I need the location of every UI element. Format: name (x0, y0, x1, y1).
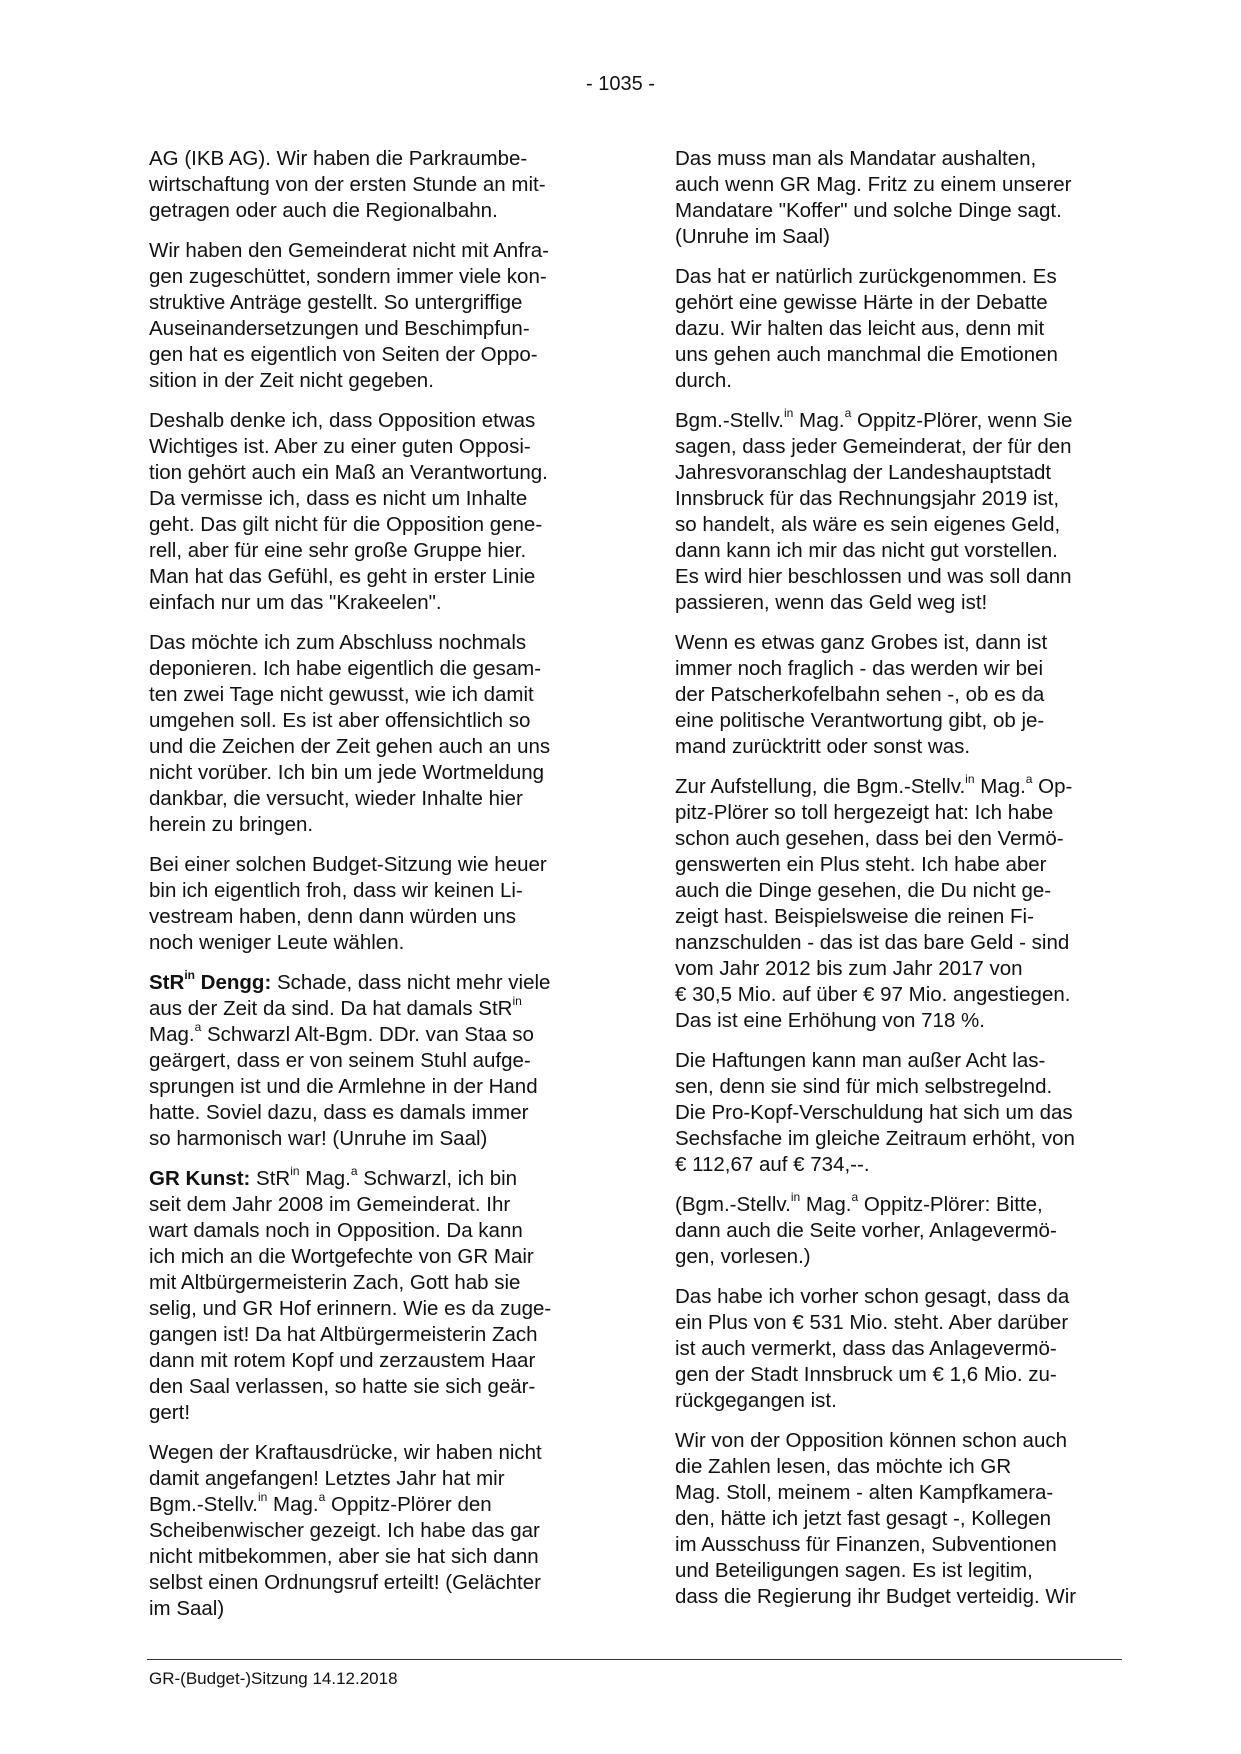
footer-session-label: GR-(Budget-)Sitzung 14.12.2018 (149, 1669, 398, 1688)
paragraph: Zur Aufstellung, die Bgm.-Stellv.$^{in}$ Mag.$^a$ Op- pitz-Plörer so toll hergezeigt hat: Ich habe schon auch gesehen, dass bei den Vermö- genswerten ein Plus steht. Ich habe aber auch die Dinge gesehen, die Du nicht ge- zeigt hast. Beispielsweise die reinen Fi- nanzschulden - das ist das bare Geld - sind vom Jahr 2012 bis zum Jahr 2017 von € 30,5 Mio. auf über € 97 Mio. angestiegen. Das ist eine Erhöhung von 718 %. (675, 772, 1073, 1032)
paragraph: Bgm.-Stellv.$^{in}$ Mag.$^a$ Oppitz-Plörer, wenn Sie sagen, dass jeder Gemeinderat, der für den Jahresvoranschlag der Landeshauptstadt Innsbruck für das Rechnungsjahr 2019 ist, so handelt, als wäre es sein eigenes Geld, dann kann ich mir das nicht gut vorstellen. Es wird hier beschlossen und was soll dann passieren, wenn das Geld weg ist! (675, 406, 1073, 614)
paragraph (675, 1284, 1120, 1414)
paragraph-text: Bei einer solchen Budget-Sitzung wie heuer bin ich eigentlich froh, dass wir keinen Li- vestream haben, denn dann würden uns noch weniger Leute wählen. (149, 853, 547, 954)
paragraph (675, 146, 1120, 250)
paragraph (675, 1428, 1120, 1610)
paragraph (149, 238, 594, 394)
paragraph (149, 408, 594, 616)
paragraph-text: Die Haftungen kann man außer Acht las- sen, denn sie sind für mich selbstregelnd. Die Pro-Kopf-Verschuldung hat sich um das Sechsfache im gleiche Zeitraum erhöht, von € 112,67 auf € 734,--. (675, 1049, 1075, 1176)
paragraph-text: Das muss man als Mandatar aushalten, auch wenn GR Mag. Fritz zu einem unserer Mandatare "Koffer" und solche Dinge sagt. (Unruhe im Saal) (675, 147, 1072, 248)
speech-kunst: GR Kunst: StR$^{in}$ Mag.$^a$ Schwarzl, ich bin seit dem Jahr 2008 im Gemeinderat. Ihr wart damals noch in Opposition. Da kann ich mich an die Wortgefechte von GR Mair mit Altbürgermeisterin Zach, Gott hab sie selig, und GR Hof erinnern. Wie es da zuge- gangen ist! Da hat Altbürgermeisterin Zach dann mit rotem Kopf und zerzaustem Haar den Saal verlassen, so hatte sie sich geär- gert! (149, 1164, 552, 1424)
right-column (675, 146, 1120, 1624)
paragraph-text: Wenn es etwas ganz Grobes ist, dann ist immer noch fraglich - das werden wir bei der Patscherkofelbahn sehen -, ob es da eine politische Verantwortung gibt, ob je- mand zurücktritt oder sonst was. (675, 631, 1048, 758)
speech-dengg: StR$^{in}$ Dengg: Schade, dass nicht mehr viele aus der Zeit da sind. Da hat damals StR$^{in}$ Mag.$^a$ Schwarzl Alt-Bgm. DDr. van Staa so geärgert, dass er von seinem Stuhl aufge- sprungen ist und die Armlehne in der Hand hatte. Soviel dazu, dass es damals immer so harmonisch war! (Unruhe im Saal) (149, 968, 551, 1150)
paragraph-text: AG (IKB AG). Wir haben die Parkraumbe- wirtschaftung von der ersten Stunde an mit- getragen oder auch die Regionalbahn. (149, 147, 546, 222)
paragraph (149, 852, 594, 956)
footer-divider (147, 1659, 1122, 1660)
interjection: (Bgm.-Stellv.$^{in}$ Mag.$^a$ Oppitz-Plörer: Bitte, dann auch die Seite vorher, Anlagevermö- gen, vorlesen.) (675, 1190, 1057, 1268)
paragraph-text: Das möchte ich zum Abschluss nochmals deponieren. Ich habe eigentlich die gesam- ten zwei Tage nicht gewusst, wie ich damit umgehen soll. Es ist aber offensichtlich so und die Zeichen der Zeit gehen auch an uns nicht vorüber. Ich bin um jede Wortmeldung dankbar, die versucht, wieder Inhalte hier herein zu bringen. (149, 631, 551, 836)
speaker-label: GR Kunst: (149, 1167, 251, 1190)
paragraph (149, 630, 594, 838)
paragraph-text: Das habe ich vorher schon gesagt, dass da ein Plus von € 531 Mio. steht. Aber darüber ist auch vermerkt, dass das Anlagevermö- gen der Stadt Innsbruck um € 1,6 Mio. zu- rückgegangen ist. (675, 1285, 1070, 1412)
page-number: - 1035 - (586, 73, 655, 95)
paragraph (675, 630, 1120, 760)
paragraph (149, 146, 594, 224)
left-column (149, 146, 594, 1636)
paragraph-text: Wir haben den Gemeinderat nicht mit Anfra- gen zugeschüttet, sondern immer viele kon- struktive Anträge gestellt. So untergriffige Auseinandersetzungen und Beschimpfun- gen hat es eigentlich von Seiten der Oppo- sition in der Zeit nicht gegeben. (149, 239, 549, 392)
paragraph-text: Wir von der Opposition können schon auch die Zahlen lesen, das möchte ich GR Mag. Stoll, meinem - alten Kampfkamera- den, hätte ich jetzt fast gesagt -, Kollegen im Ausschuss für Finanzen, Subventionen und Beteiligungen sagen. Es ist legitim, dass die Regierung ihr Budget verteidig. Wir (675, 1429, 1077, 1608)
paragraph-text: Deshalb denke ich, dass Opposition etwas Wichtiges ist. Aber zu einer guten Opposi- tion gehört auch ein Maß an Verantwortung. Da vermisse ich, dass es nicht um Inhalte geht. Das gilt nicht für die Opposition gene- rell, aber für eine sehr große Gruppe hier. Man hat das Gefühl, es geht in erster Linie einfach nur um das "Krakeelen". (149, 409, 548, 614)
paragraph (675, 264, 1120, 394)
paragraph (675, 1048, 1120, 1178)
paragraph-text: Das hat er natürlich zurückgenommen. Es gehört eine gewisse Härte in der Debatte dazu. Wir halten das leicht aus, denn mit uns gehen auch manchmal die Emotionen durch. (675, 265, 1058, 392)
speaker-label: StR$^{in}$ Dengg: (149, 968, 272, 994)
paragraph: Wegen der Kraftausdrücke, wir haben nicht damit angefangen! Letztes Jahr hat mir Bgm.-Stellv.$^{in}$ Mag.$^a$ Oppitz-Plörer den Scheibenwischer gezeigt. Ich habe das gar nicht mitbekommen, aber sie hat sich dann selbst einen Ordnungsruf erteilt! (Gelächter im Saal) (149, 1441, 542, 1620)
